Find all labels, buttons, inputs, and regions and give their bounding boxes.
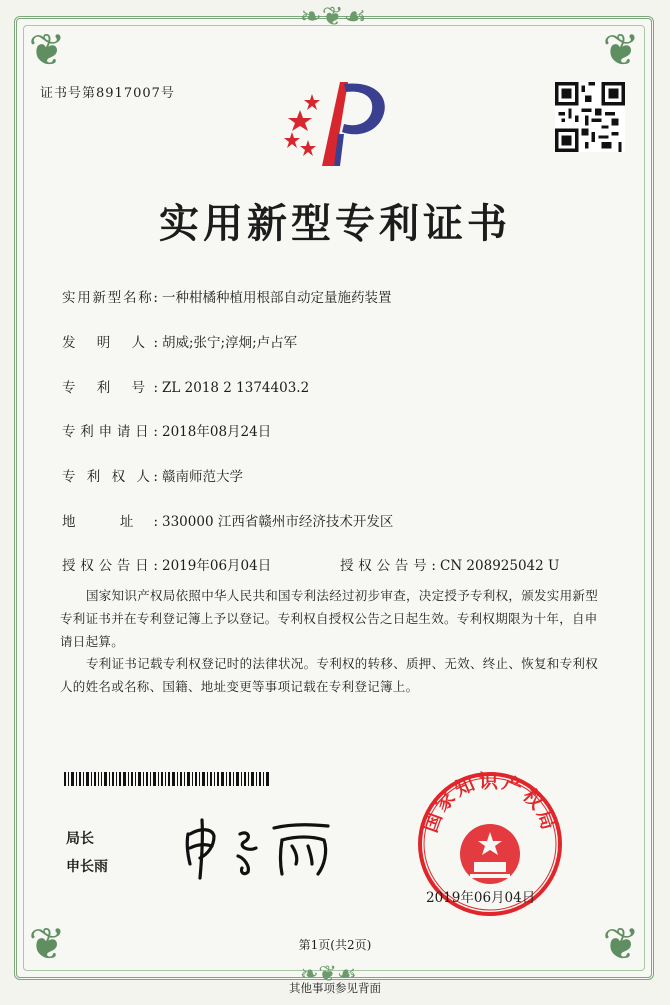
director-title: 局长 [66,831,94,847]
corner-ornament-icon: ❦ [28,919,66,970]
filing-date-row [62,420,271,440]
seal-text: 国家知识产权局 [419,770,561,836]
handwritten-signature-icon [178,812,348,882]
grant-date-row [62,554,271,574]
barcode-icon [64,772,270,786]
cnipa-logo-icon [282,74,402,174]
grant-date-label: 授权公告日: [62,558,158,574]
inventor-label: 发 明 人: [62,335,158,351]
address-row [62,510,393,530]
patent-number-row [62,376,309,396]
patentee-value: 赣南师范大学 [162,469,243,485]
patentee-label: 专 利 权 人: [62,469,158,485]
top-flourish-icon: ❧❦☙ [300,2,367,32]
address-label: 地 址: [62,514,158,530]
certificate-title: 实用新型专利证书 [159,200,511,247]
seal-date: 2019年06月04日 [426,890,536,906]
page-number: 第1页(共2页) [298,938,372,952]
grant-date-value: 2019年06月04日 [162,558,272,574]
patent-number-label: 专 利 号: [62,380,158,396]
filing-date-label: 专利申请日: [62,424,158,440]
bottom-flourish-icon: ❧❦☙ [300,962,357,987]
corner-ornament-icon: ❦ [28,25,66,76]
patent-number-value: ZL 2018 2 1374403.2 [162,380,310,396]
body-paragraph-2: 专利证书记载专利权登记时的法律状况。专利权的转移、质押、无效、终止、恢复和专利权人的姓名或名称、国籍、地址变更等事项记载在专利登记簿上。 [60,656,599,694]
utility-model-name-label: 实用新型名称: [62,290,158,306]
corner-ornament-icon: ❦ [602,919,640,970]
certificate-number: 证书号第8917007号 [40,86,175,101]
body-paragraph-1: 国家知识产权局依照中华人民共和国专利法经过初步审查，决定授予专利权，颁发实用新型专利证书并在专利登记簿上予以登记。专利权自授权公告之日起生效。专利权期限为十年，自申请日起算。 [60,588,599,649]
grant-number-row [340,554,559,574]
corner-ornament-icon: ❦ [602,25,640,76]
filing-date-value: 2018年08月24日 [162,424,272,440]
utility-model-name-row [62,286,392,306]
qr-code-icon [555,82,625,152]
grant-number-value: CN 208925042 U [440,558,560,574]
director-name: 申长雨 [66,859,108,875]
footer-note: 其他事项参见背面 [289,981,381,995]
address-value: 330000 江西省赣州市经济技术开发区 [162,514,394,530]
patentee-row [62,465,243,485]
inventor-value: 胡威;张宁;淳炯;卢占军 [162,335,298,351]
inventor-row [62,331,297,351]
utility-model-name-value: 一种柑橘种植用根部自动定量施药装置 [162,290,392,306]
grant-number-label: 授权公告号: [340,558,436,574]
